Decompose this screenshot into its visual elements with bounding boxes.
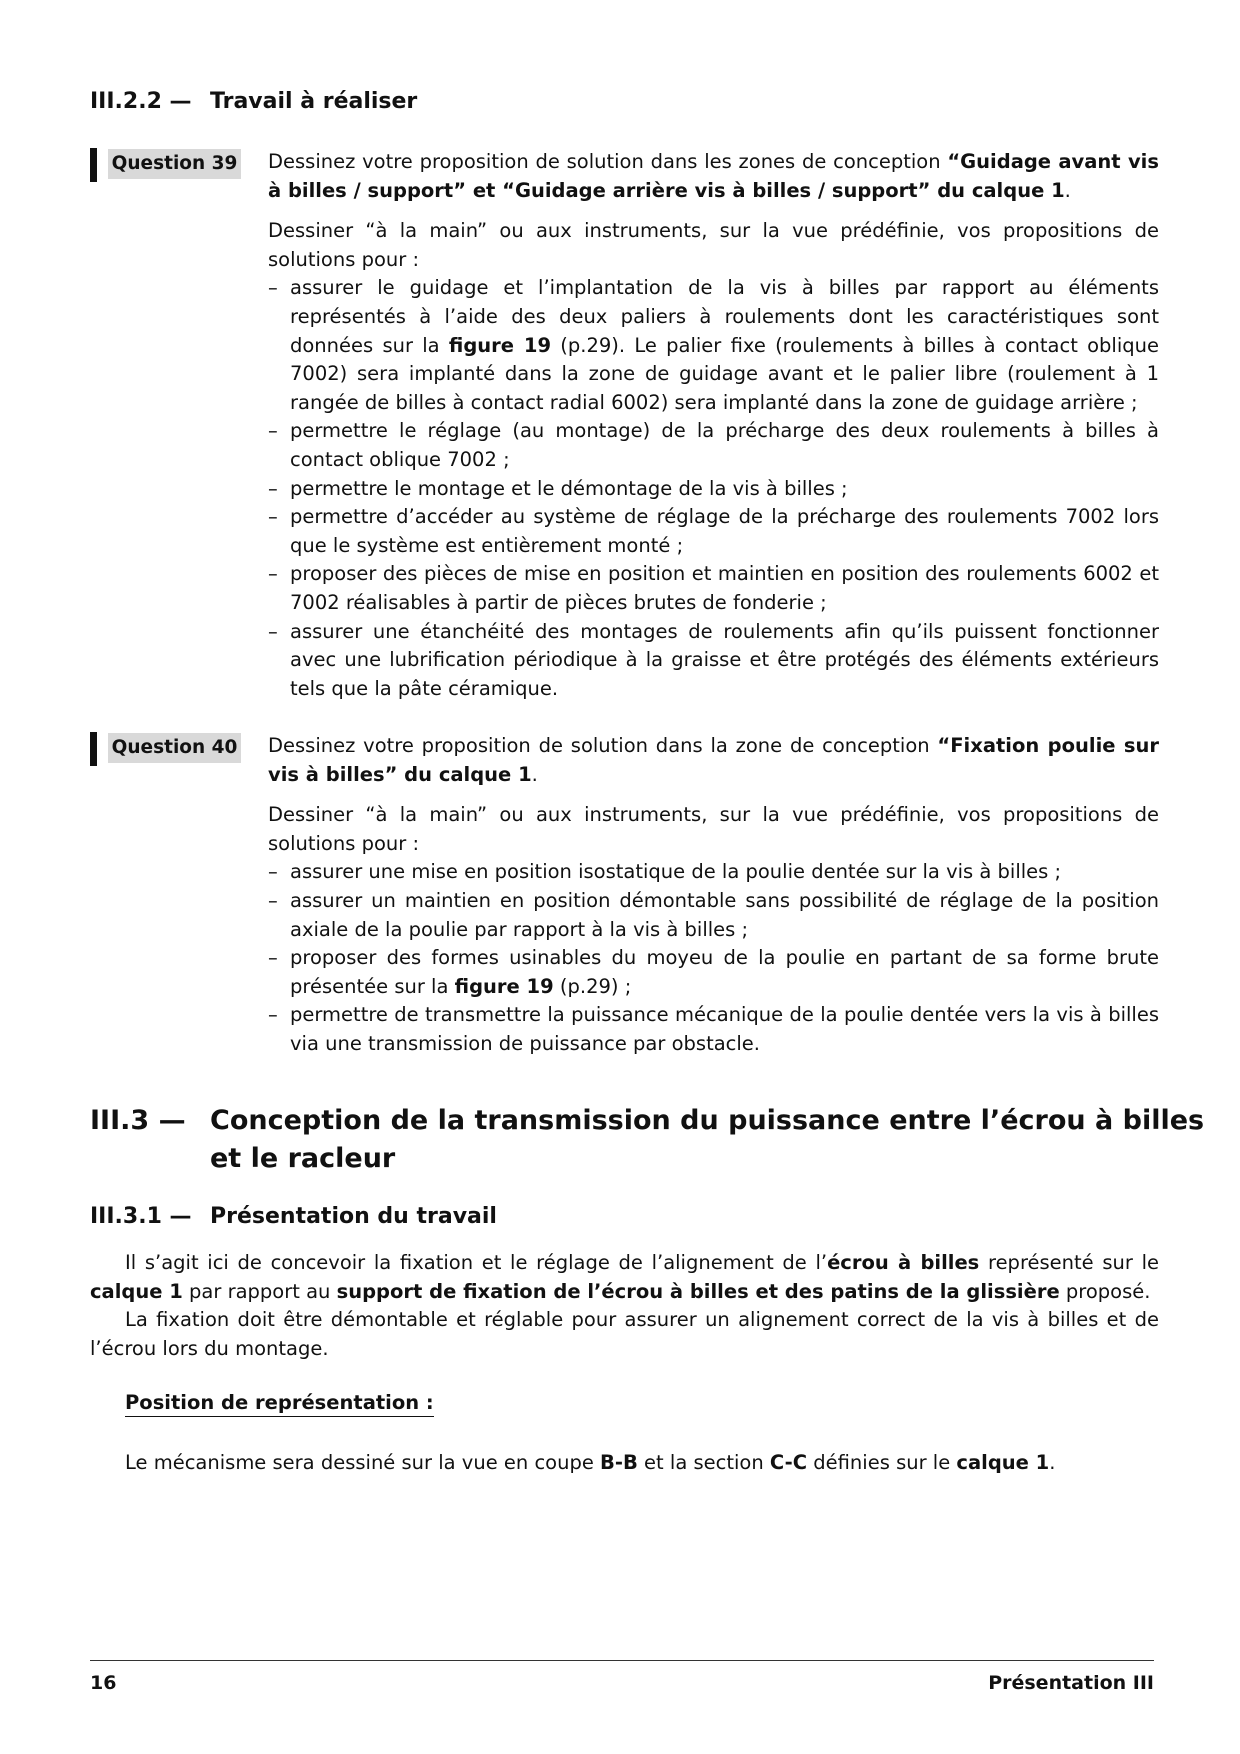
section-331-title: Présentation du travail bbox=[210, 1204, 497, 1229]
paragraph-text: définies sur le bbox=[807, 1451, 957, 1474]
question-39-lead: Dessiner “à la main” ou aux instruments, sur la vue prédéfinie, vos propositions de solutions pour : bbox=[268, 219, 1159, 271]
section-331-paragraph-1 bbox=[90, 1249, 1159, 1306]
list-item-text: (p.29). Le palier fixe (roulements à billes à contact oblique 7002) sera implanté dans la zone de guidage avant et le palier libre (roulement à 1 rangée de billes à contact radial 6002) sera implanté dans la zone de guidage arrière ; bbox=[290, 333, 1159, 414]
section-33-title bbox=[210, 1102, 1204, 1178]
footer-chapter: Présentation III bbox=[988, 1672, 1154, 1694]
question-40-intro-end: . bbox=[531, 762, 538, 786]
list-item: – assurer une étanchéité des montages de roulements afin qu’ils puissent fonctionner avec une lubrification périodique à la graisse et être protégés des éléments extérieurs tels que la pâte céramique. bbox=[268, 618, 1159, 704]
section-33-heading bbox=[90, 1102, 1205, 1174]
question-39-intro-text: Dessinez votre proposition de solution dans les zones de conception bbox=[268, 150, 948, 173]
section-322-heading bbox=[90, 89, 418, 114]
figure-reference: figure 19 bbox=[454, 974, 554, 998]
section-331-heading bbox=[90, 1204, 497, 1229]
list-item bbox=[268, 274, 1159, 417]
paragraph-bold: écrou à billes bbox=[827, 1251, 980, 1274]
paragraph-bold: B-B bbox=[600, 1451, 638, 1474]
paragraph-bold: calque 1 bbox=[956, 1451, 1050, 1474]
question-39-list bbox=[268, 274, 1159, 703]
list-item: – permettre de transmettre la puissance mécanique de la poulie dentée vers la vis à billes via une transmission de puissance par obstacle. bbox=[268, 1001, 1159, 1058]
paragraph-text: représenté sur le bbox=[979, 1251, 1159, 1274]
position-paragraph bbox=[125, 1449, 1159, 1478]
paragraph-text: . bbox=[1049, 1451, 1056, 1474]
question-40-list bbox=[268, 858, 1159, 1058]
question-40-intro bbox=[268, 732, 1159, 789]
question-39-marker bbox=[90, 148, 97, 182]
section-33-title-line: Conception de la transmission du puissance entre l’écrou à billes bbox=[210, 1105, 1205, 1136]
footer-rule bbox=[90, 1660, 1154, 1661]
section-322-title: Travail à réaliser bbox=[210, 89, 418, 114]
question-40-label: Question 40 bbox=[108, 733, 241, 763]
section-331-number: III.3.1 — bbox=[90, 1204, 192, 1229]
question-39-intro-end: . bbox=[1064, 178, 1071, 202]
section-331-paragraph-2: La fixation doit être démontable et réglable pour assurer un alignement correct de la vis à billes et de l’écrou lors du montage. bbox=[90, 1308, 1159, 1360]
paragraph-bold: calque 1 bbox=[90, 1279, 183, 1303]
paragraph-text: Le mécanisme sera dessiné sur la vue en coupe bbox=[125, 1451, 601, 1474]
question-39-label: Question 39 bbox=[108, 149, 241, 179]
list-item: – permettre le réglage (au montage) de la précharge des deux roulements à billes à contact oblique 7002 ; bbox=[268, 417, 1159, 474]
position-title-text: Position de représentation : bbox=[125, 1391, 434, 1417]
list-item bbox=[268, 944, 1159, 1001]
question-40-marker bbox=[90, 732, 97, 766]
paragraph-text: et la section bbox=[637, 1451, 770, 1474]
section-322-number: III.2.2 — bbox=[90, 89, 192, 114]
list-item: – assurer une mise en position isostatique de la poulie dentée sur la vis à billes ; bbox=[268, 858, 1159, 887]
question-40-intro-text: Dessinez votre proposition de solution dans la zone de conception bbox=[268, 734, 938, 757]
figure-reference: figure 19 bbox=[448, 333, 552, 357]
section-331-body bbox=[90, 1249, 1159, 1363]
question-39-body bbox=[268, 148, 1159, 703]
paragraph-bold: support de fixation de l’écrou à billes et des patins de la glissière bbox=[336, 1279, 1060, 1303]
list-item: – permettre d’accéder au système de réglage de la précharge des roulements 7002 lors que le système est entièrement monté ; bbox=[268, 503, 1159, 560]
paragraph-text: par rapport au bbox=[182, 1279, 337, 1303]
question-39-intro bbox=[268, 148, 1159, 205]
list-item: – permettre le montage et le démontage de la vis à billes ; bbox=[268, 475, 1159, 504]
paragraph-bold: C-C bbox=[769, 1451, 808, 1474]
list-item-text: assurer le guidage et l’implantation de la vis à billes par rapport au éléments représentés à l’aide des deux paliers à roulements dont les caractéristiques sont données sur la bbox=[290, 276, 1159, 357]
page-number: 16 bbox=[90, 1672, 117, 1694]
question-39-intro-bold: “Guidage avant vis à billes / support” et “Guidage arrière vis à billes / support” du calque 1 bbox=[268, 150, 1159, 202]
question-40-body bbox=[268, 732, 1159, 1059]
list-item: – proposer des pièces de mise en position et maintien en position des roulements 6002 et 7002 réalisables à partir de pièces brutes de fonderie ; bbox=[268, 560, 1159, 617]
section-33-number: III.3 — bbox=[90, 1105, 186, 1136]
question-40-lead: Dessiner “à la main” ou aux instruments, sur la vue prédéfinie, vos propositions de solutions pour : bbox=[268, 803, 1159, 855]
list-item-text: (p.29) ; bbox=[553, 974, 632, 998]
list-item-text: proposer des formes usinables du moyeu de la poulie en partant de sa forme brute présentée sur la bbox=[290, 946, 1159, 998]
section-33-title-line: et le racleur bbox=[210, 1143, 396, 1174]
question-40-intro-bold: “Fixation poulie sur vis à billes” du calque 1 bbox=[268, 734, 1159, 786]
paragraph-text: proposé. bbox=[1059, 1279, 1151, 1303]
paragraph-text: Il s’agit ici de concevoir la fixation et le réglage de l’alignement de l’ bbox=[125, 1251, 828, 1274]
list-item: – assurer un maintien en position démontable sans possibilité de réglage de la position axiale de la poulie par rapport à la vis à billes ; bbox=[268, 887, 1159, 944]
position-title bbox=[125, 1391, 434, 1414]
